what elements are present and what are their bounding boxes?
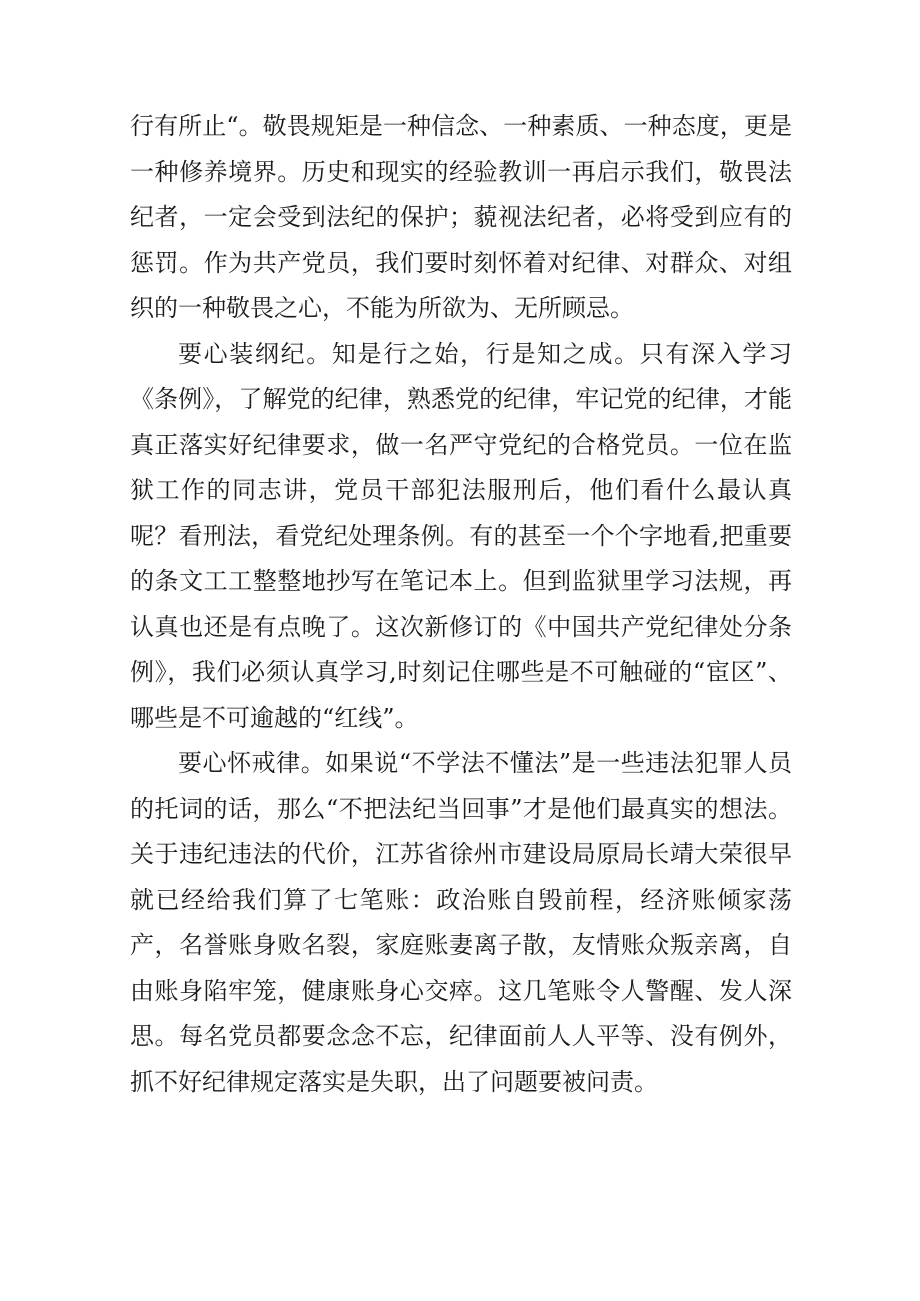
paragraph-3: 要心怀戒律。如果说“不学法不懂法”是一些违法犯罪人员的托词的话，那么“不把法纪当回事”才是他们最真实的想法。关于违纪违法的代价，江苏省徐州市建设局原局长靖大荣很早就已经给我们算了七笔账：政治账自毁前程，经济账倾家荡产，名誉账身败名裂，家庭账妻离子散，友情账众叛亲离，自由账身陷牢笼，健康账身心交瘁。这几笔账令人警醒、发人深思。每名党员都要念念不忘，纪律面前人人平等、没有例外，抓不好纪律规定落实是失职，出了问题要被问责。 bbox=[130, 749, 792, 1096]
document-body bbox=[130, 104, 792, 1105]
paragraph-2: 要心装纲纪。知是行之始，行是知之成。只有深入学习《条例》，了解党的纪律，熟悉党的纪律，牢记党的纪律，才能真正落实好纪律要求，做一名严守党纪的合格党员。一位在监狱工作的同志讲，党员干部犯法服刑后，他们看什么最认真呢？看刑法，看党纪处理条例。有的甚至一个个字地看,把重要的条文工工整整地抄写在笔记本上。但到监狱里学习法规，再认真也还是有点晚了。这次新修订的《中国共产党纪律处分条例》，我们必须认真学习,时刻记住哪些是不可触碰的“宦区”、哪些是不可逾越的“红线”。 bbox=[130, 339, 792, 732]
paragraph-1: 行有所止“。敬畏规矩是一种信念、一种素质、一种态度，更是一种修养境界。历史和现实的经验教训一再启示我们，敬畏法纪者，一定会受到法纪的保护；藐视法纪者，必将受到应有的惩罚。作为共产党员，我们要时刻怀着对纪律、对群众、对组织的一种敬畏之心，不能为所欲为、无所顾忌。 bbox=[130, 112, 792, 322]
